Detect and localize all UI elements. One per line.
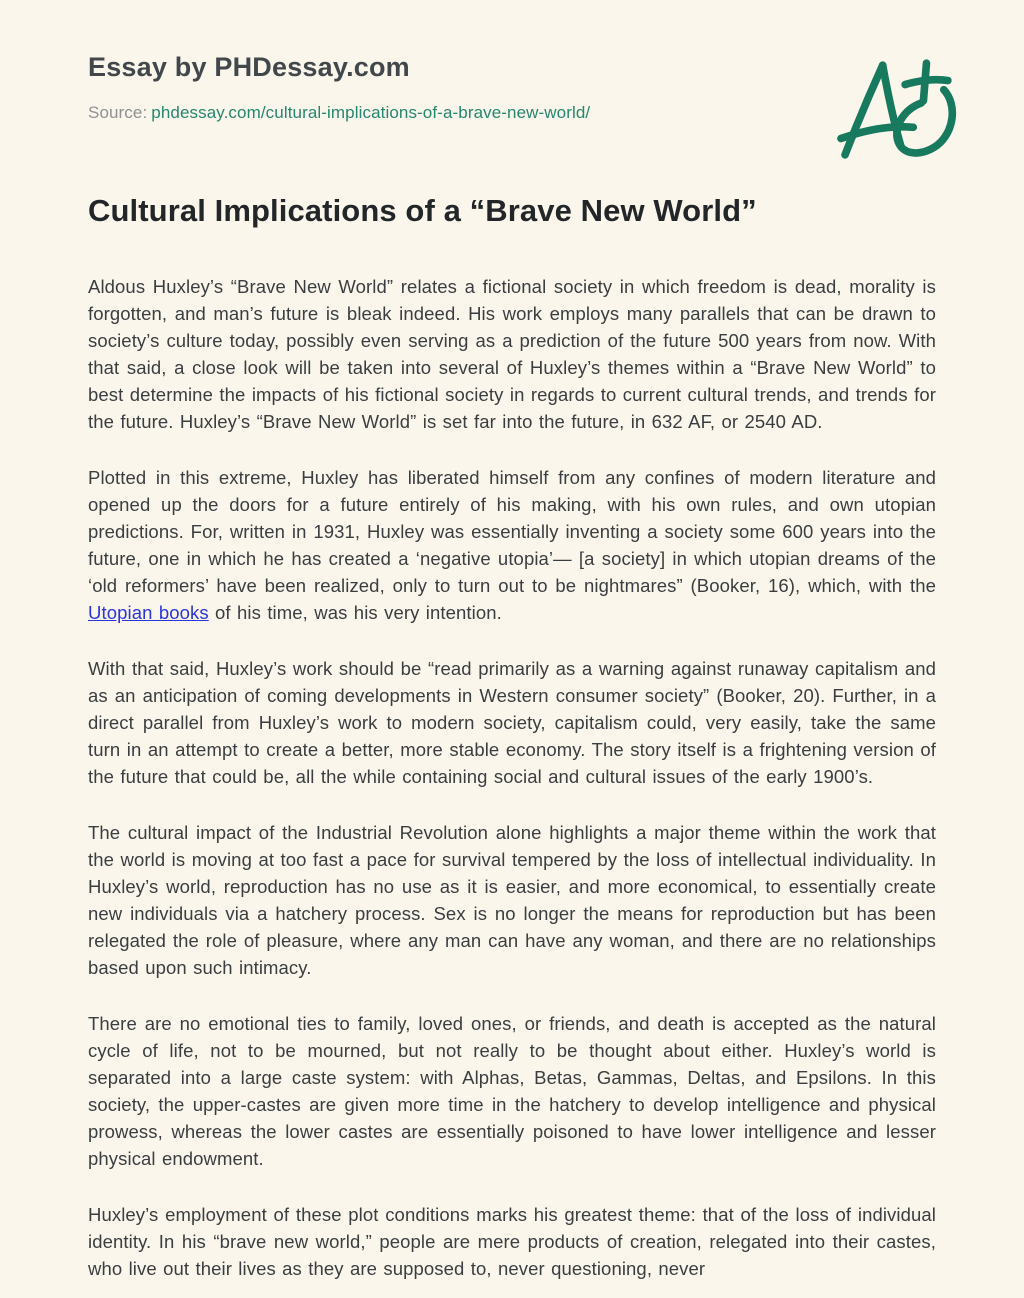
essay-paragraph-3: With that said, Huxley’s work should be “read primarily as a warning against runaway capitalism and as an anticipation of coming developments in Western consumer society” (Booker, 20). Further, in a direct parallel from Huxley’s work to modern society, capitalism could, very easily, take the same turn in an attempt to create a better, more stable economy. The story itself is a frightening version of the future that could be, all the while containing social and cultural issues of the early 1900’s. [88, 658, 936, 787]
clipped-paragraph-container [88, 1201, 936, 1281]
paragraph-2-text-after: of his time, was his very intention. [208, 602, 502, 623]
essay-paragraph-6: Huxley’s employment of these plot conditions marks his greatest theme: that of the loss of individual identity. In his “brave new world,” people are mere products of creation, relegated into their castes, who live out their lives as they are supposed to, never questioning, never [88, 1204, 936, 1279]
essay-body [88, 273, 936, 1281]
essay-paragraph-2 [88, 464, 936, 626]
essay-paragraph-4: The cultural impact of the Industrial Revolution alone highlights a major theme within the work that the world is moving at too fast a pace for survival tempered by the loss of intellectual individuality. In Huxley’s world, reproduction has no use as it is easier, and more economical, to essentially create new individuals via a hatchery process. Sex is no longer the means for reproduction but has been relegated the role of pleasure, where any man can have any woman, and there are no relationships based upon such intimacy. [88, 822, 936, 978]
byline: Essay by PHDessay.com [88, 52, 410, 82]
essay-paragraph-5: There are no emotional ties to family, loved ones, or friends, and death is accepted as the natural cycle of life, not to be mourned, but not really to be thought about either. Huxley’s world is separated into a large caste system: with Alphas, Betas, Gammas, Deltas, and Epsilons. In this society, the upper-castes are given more time in the hatchery to develop intelligence and physical prowess, whereas the lower castes are essentially poisoned to have lower intelligence and lesser physical endowment. [88, 1013, 936, 1169]
source-line [88, 103, 936, 123]
source-url-link[interactable]: phdessay.com/cultural-implications-of-a-brave-new-world/ [151, 103, 591, 122]
source-label: Source: [88, 103, 148, 122]
essay-paragraph-1: Aldous Huxley’s “Brave New World” relates a fictional society in which freedom is dead, morality is forgotten, and man’s future is bleak indeed. His work employs many parallels that can be drawn to society’s culture today, possibly even serving as a prediction of the future 500 years from now. With that said, a close look will be taken into several of Huxley’s themes within a “Brave New World” to best determine the impacts of his fictional society in regards to current cultural trends, and trends for the future. Huxley’s “Brave New World” is set far into the future, in 632 AF, or 2540 AD. [88, 276, 936, 432]
phdessay-logo [836, 52, 964, 164]
paragraph-2-text-before: Plotted in this extreme, Huxley has liberated himself from any confines of modern literature and opened up the doors for a future entirely of his making, with his own rules, and own utopian predictions. For, written in 1931, Huxley was essentially inventing a society some 600 years into the future, one in which he has created a ‘negative utopia’— [a society] in which utopian dreams of the ‘old reformers’ have been realized, only to turn out to be nightmares” (Booker, 16), which, with the [88, 467, 936, 596]
utopian-books-link[interactable]: Utopian books [88, 602, 209, 623]
header [88, 52, 936, 123]
page-title: Cultural Implications of a “Brave New World” [88, 193, 757, 228]
a-plus-logo-icon [836, 52, 964, 164]
